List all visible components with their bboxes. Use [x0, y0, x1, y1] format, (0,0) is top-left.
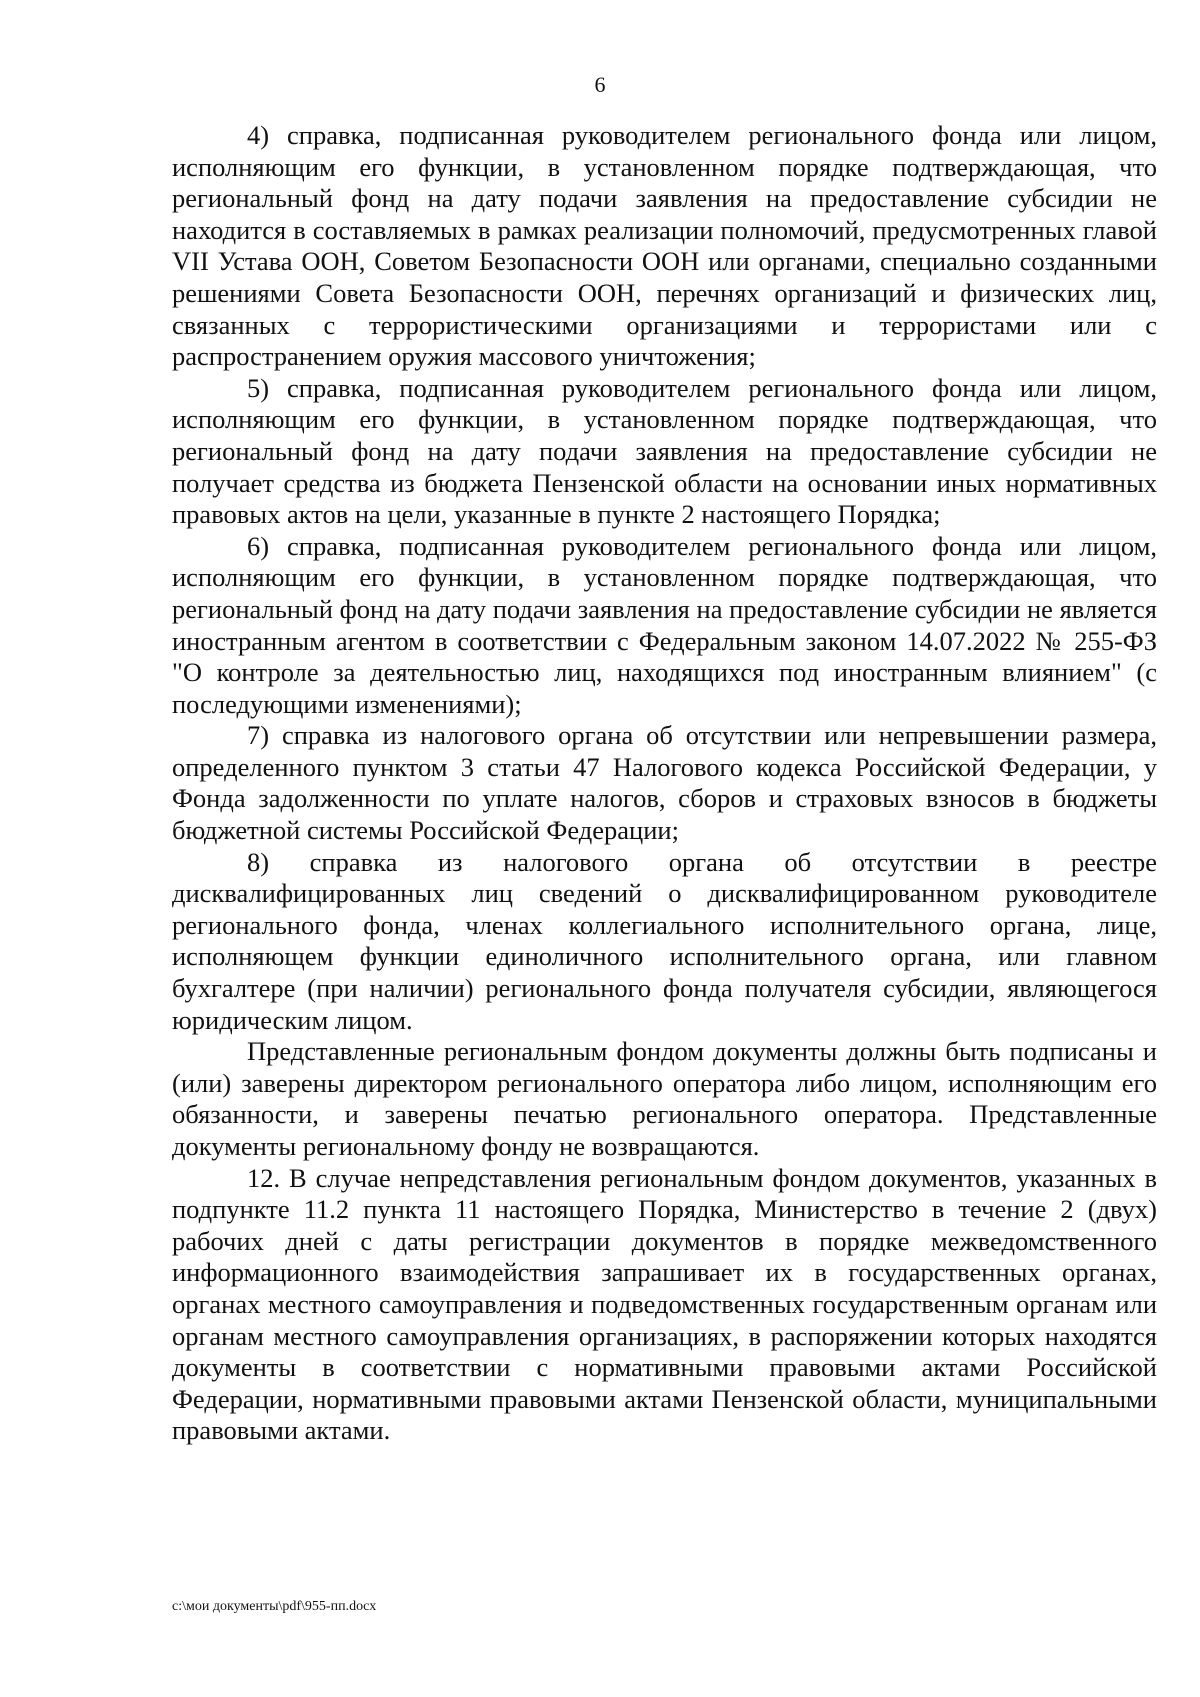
paragraph-item-7: 7) справка из налогового органа об отсутствии или непревышении размера, определенного пунктом 3 статьи 47 Налогового кодекса Российской Федерации, у Фонда задолженности по уплате налогов, сборов и страховых взносов в бюджеты бюджетной системы Российской Федерации;	[172, 720, 1157, 846]
paragraph-clause-12: 12. В случае непредставления региональным фондом документов, указанных в подпункте 11.2 пункта 11 настоящего Порядка, Министерство в течение 2 (двух) рабочих дней с даты регистрации документов в порядке межведомственного информационного взаимодействия запрашивает их в государственных органах, органах местного самоуправления и подведомственных государственным органам или органам местного самоуправления организациях, в распоряжении которых находятся документы в соответствии с нормативными правовыми актами Российской Федерации, нормативными правовыми актами Пензенской области, муниципальными правовыми актами.	[172, 1162, 1157, 1446]
paragraph-item-8: 8) справка из налогового органа об отсутствии в реестре дисквалифицированных лиц сведений о дисквалифицированном руководителе регионального фонда, членах коллегиального исполнительного органа, лице, исполняющем функции единоличного исполнительного органа, или главном бухгалтере (при наличии) регионального фонда получателя субсидии, являющегося юридическим лицом.	[172, 846, 1157, 1035]
paragraph-item-4: 4) справка, подписанная руководителем регионального фонда или лицом, исполняющим его функции, в установленном порядке подтверждающая, что региональный фонд на дату подачи заявления на предоставление субсидии не находится в составляемых в рамках реализации полномочий, предусмотренных главой VII Устава ООН, Советом Безопасности ООН или органами, специально созданными решениями Совета Безопасности ООН, перечнях организаций и физических лиц, связанных с террористическими организациями и террористами или с распространением оружия массового уничтожения;	[172, 120, 1157, 372]
document-body	[172, 120, 1157, 1447]
paragraph-documents-note: Представленные региональным фондом документы должны быть подписаны и (или) заверены директором регионального оператора либо лицом, исполняющим его обязанности, и заверены печатью регионального оператора. Представленные документы региональному фонду не возвращаются.	[172, 1036, 1157, 1161]
page-number: 6	[594, 72, 606, 97]
paragraph-item-5: 5) справка, подписанная руководителем регионального фонда или лицом, исполняющим его функции, в установленном порядке подтверждающая, что региональный фонд на дату подачи заявления на предоставление субсидии не получает средства из бюджета Пензенской области на основании иных нормативных правовых актов на цели, указанные в пункте 2 настоящего Порядка;	[172, 372, 1157, 530]
paragraph-item-6: 6) справка, подписанная руководителем регионального фонда или лицом, исполняющим его функции, в установленном порядке подтверждающая, что региональный фонд на дату подачи заявления на предоставление субсидии не является иностранным агентом в соответствии с Федеральным законом 14.07.2022 № 255-ФЗ "О контроле за деятельностью лиц, находящихся под иностранным влиянием" (с последующими изменениями);	[172, 530, 1157, 719]
footer-file-path: c:\мои документы\pdf\955-пп.docx	[172, 1599, 377, 1614]
